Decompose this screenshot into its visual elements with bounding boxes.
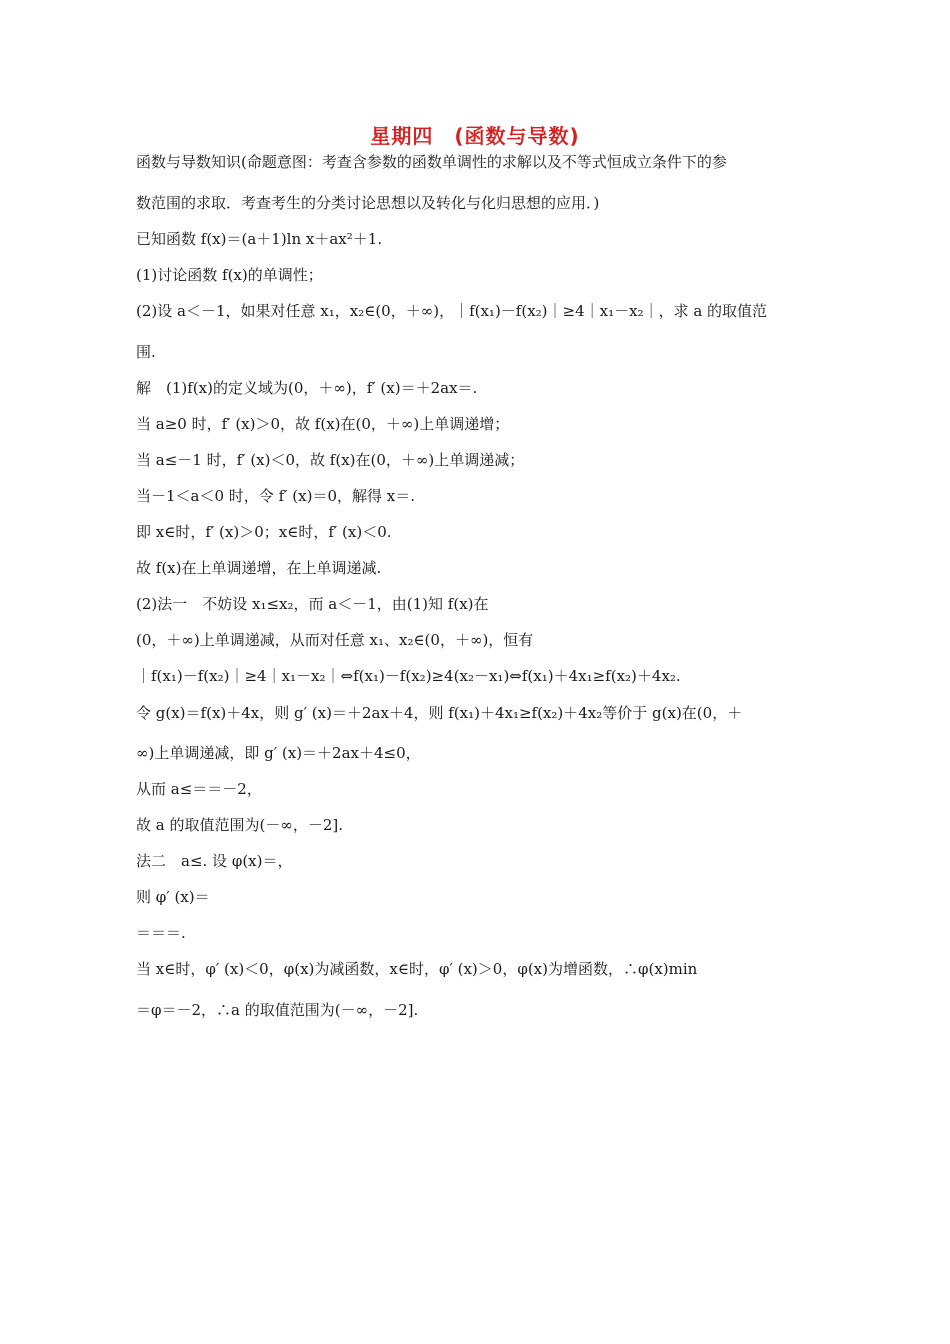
- text-line: (0，＋∞)上单调递减，从而对任意 x₁、x₂∈(0，＋∞)，恒有: [136, 631, 534, 649]
- text-line: 法二 a≤. 设 φ(x)＝，: [136, 852, 293, 870]
- page-title: 星期四 (函数与导数): [370, 124, 580, 148]
- text-line: 当 a≥0 时，f′ (x)＞0，故 f(x)在(0，＋∞)上单调递增；: [136, 415, 510, 433]
- text-line: (1)讨论函数 f(x)的单调性；: [136, 266, 323, 284]
- text-line: 故 f(x)在上单调递增，在上单调递减.: [136, 559, 382, 577]
- text-line: 函数与导数知识(命题意图：考查含参数的函数单调性的求解以及不等式恒成立条件下的参: [136, 153, 727, 171]
- text-line: 当 x∈时，φ′ (x)＜0，φ(x)为减函数，x∈时，φ′ (x)＞0，φ(x)为增函数，∴φ(x)min: [136, 960, 698, 978]
- text-line: ＝φ＝－2，∴a 的取值范围为(－∞，－2].: [136, 1001, 419, 1019]
- text-line: 从而 a≤＝＝－2，: [136, 780, 262, 798]
- text-line: (2)法一 不妨设 x₁≤x₂，而 a＜－1，由(1)知 f(x)在: [136, 595, 489, 613]
- text-line: ｜f(x₁)－f(x₂)｜≥4｜x₁－x₂｜⇔f(x₁)－f(x₂)≥4(x₂－x₁)⇔f(x₁)＋4x₁≥f(x₂)＋4x₂.: [136, 667, 681, 685]
- text-line: ＝＝＝.: [136, 924, 186, 942]
- text-line: (2)设 a＜－1，如果对任意 x₁，x₂∈(0，＋∞)，｜f(x₁)－f(x₂)｜≥4｜x₁－x₂｜，求 a 的取值范: [136, 302, 768, 320]
- text-line: 令 g(x)＝f(x)＋4x，则 g′ (x)＝＋2ax＋4，则 f(x₁)＋4x₁≥f(x₂)＋4x₂等价于 g(x)在(0，＋: [136, 704, 743, 722]
- text-line: 即 x∈时，f′ (x)＞0；x∈时，f′ (x)＜0.: [136, 523, 392, 541]
- text-line: 围.: [136, 343, 156, 361]
- text-line: ∞)上单调递减，即 g′ (x)＝＋2ax＋4≤0，: [136, 744, 421, 762]
- text-line: 故 a 的取值范围为(－∞，－2].: [136, 816, 343, 834]
- text-line: 当 a≤－1 时，f′ (x)＜0，故 f(x)在(0，＋∞)上单调递减；: [136, 451, 525, 469]
- text-line: 已知函数 f(x)＝(a＋1)ln x＋ax²＋1.: [136, 230, 383, 248]
- text-line: 数范围的求取．考查考生的分类讨论思想以及转化与化归思想的应用．): [136, 194, 600, 212]
- text-line: 当－1＜a＜0 时，令 f′ (x)＝0，解得 x＝.: [136, 487, 415, 505]
- text-line: 解 (1)f(x)的定义域为(0，＋∞)，f′ (x)＝＋2ax＝.: [136, 379, 478, 397]
- text-line: 则 φ′ (x)＝: [136, 888, 210, 906]
